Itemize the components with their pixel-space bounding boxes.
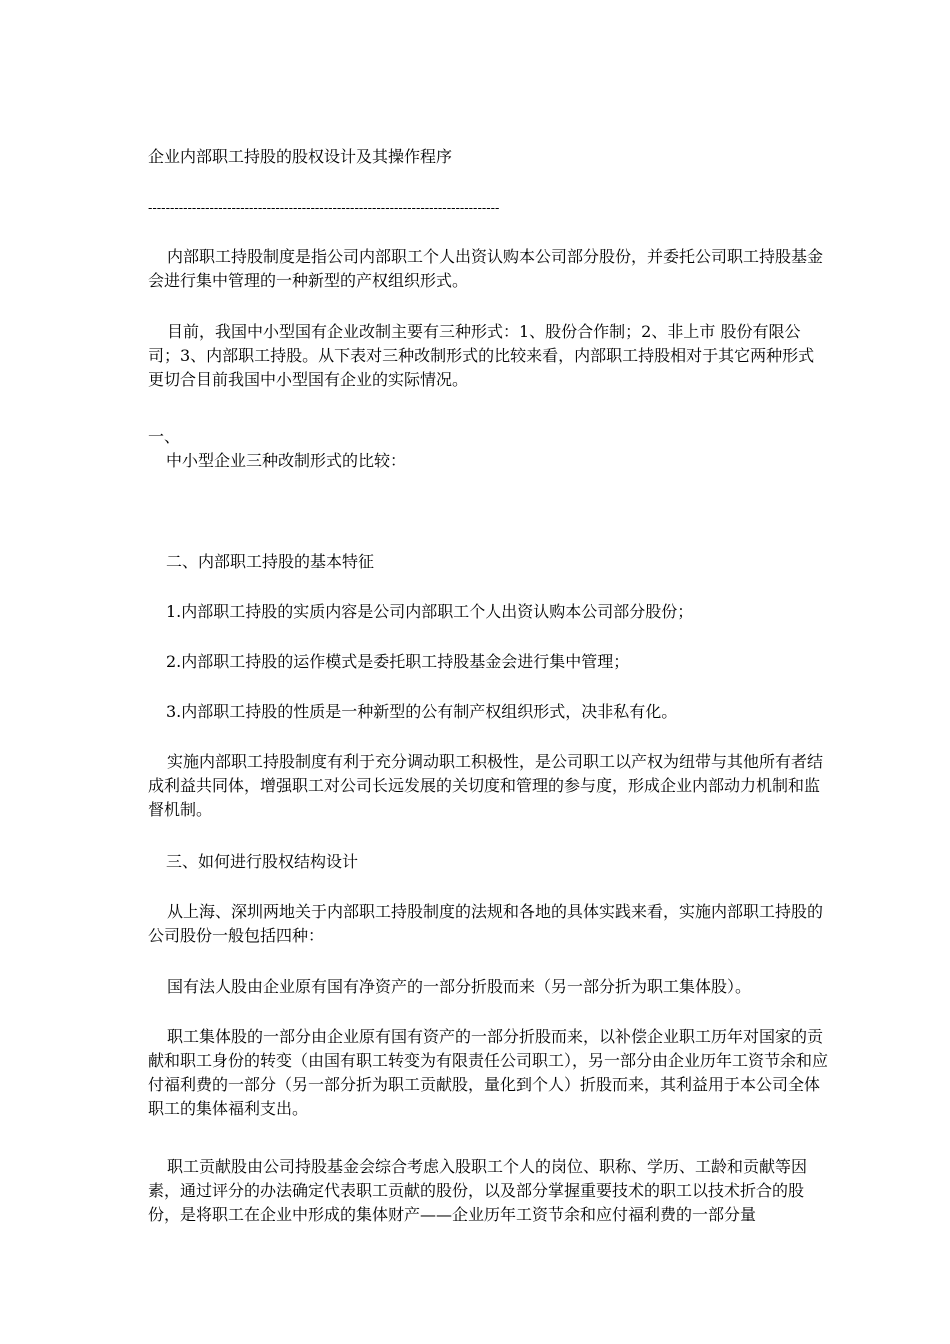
section-1-title: 中小型企业三种改制形式的比较： (166, 451, 407, 470)
paragraph-definition: 内部职工持股制度是指公司内部职工个人出资认购本公司部分股份，并委托公司职工持股基金会进行集中管理的一种新型的产权组织形式。 (148, 247, 824, 290)
section-1-number: 一、 (148, 427, 181, 446)
paragraph-collective-shares: 职工集体股的一部分由企业原有国有资产的一部分折股而来，以补偿企业职工历年对国家的贡献和职工身份的转变（由国有职工转变为有限责任公司职工），另一部分由企业历年工资节余和应付福利费的一部分（另一部分折为职工贡献股，量化到个人）折股而来，其利益用于本公司全体职工的集体福利支出。 (148, 1027, 829, 1118)
section-2-title: 二、内部职工持股的基本特征 (166, 552, 375, 571)
feature-item-2: 2.内部职工持股的运作模式是委托职工持股基金会进行集中管理； (166, 652, 630, 671)
paragraph-contribution-shares: 职工贡献股由公司持股基金会综合考虑入股职工个人的岗位、职称、学历、工龄和贡献等因素，通过评分的办法确定代表职工贡献的股份，以及部分掌握重要技术的职工以技术折合的股份，是将职工在企业中形成的集体财产——企业历年工资节余和应付福利费的一部分量 (148, 1157, 808, 1224)
document-title: 企业内部职工持股的股权设计及其操作程序 (148, 147, 453, 166)
feature-item-3: 3.内部职工持股的性质是一种新型的公有制产权组织形式，决非私有化。 (166, 702, 678, 721)
paragraph-reform-forms: 目前，我国中小型国有企业改制主要有三种形式：1、股份合作制；2、非上市 股份有限公司；3、内部职工持股。从下表对三种改制形式的比较来看，内部职工持股相对于其它两种形式更切合目前我国中小型国有企业的实际情况。 (148, 322, 815, 389)
paragraph-share-types: 从上海、深圳两地关于内部职工持股制度的法规和各地的具体实践来看，实施内部职工持股的公司股份一般包括四种： (148, 902, 824, 945)
paragraph-state-shares: 国有法人股由企业原有国有净资产的一部分折股而来（另一部分折为职工集体股）。 (167, 977, 752, 996)
paragraph-benefits: 实施内部职工持股制度有利于充分调动职工积极性，是公司职工以产权为纽带与其他所有者结成利益共同体，增强职工对公司长远发展的关切度和管理的参与度，形成企业内部动力机制和监督机制。 (148, 752, 824, 819)
feature-item-1: 1.内部职工持股的实质内容是公司内部职工个人出资认购本公司部分股份； (166, 602, 694, 621)
section-3-title: 三、如何进行股权结构设计 (166, 852, 359, 871)
separator-line: -------------------------------------------------------------------------------- (148, 201, 500, 216)
